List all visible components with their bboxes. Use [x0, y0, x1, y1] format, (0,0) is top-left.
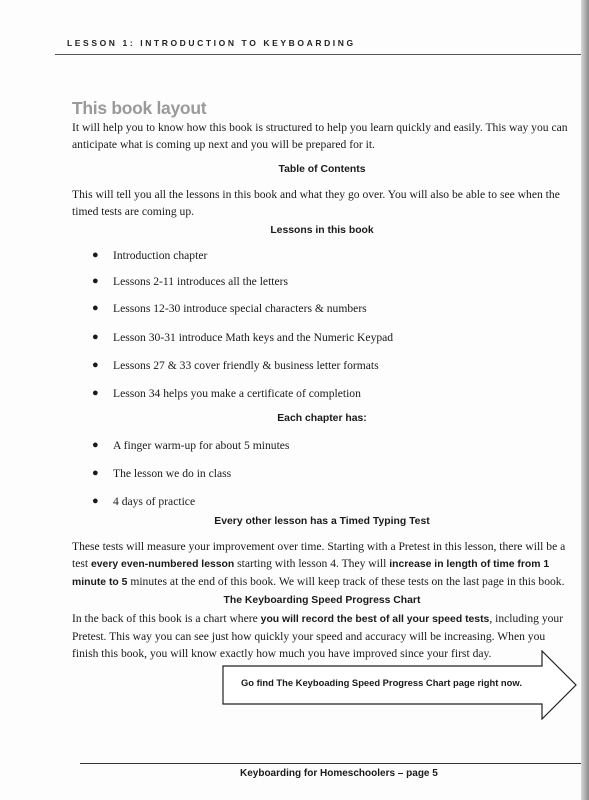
intro-paragraph: It will help you to know how this book is structured to help you learn quickly and easily. This way you can anticipate what is coming up next and you will be prepared for it.	[72, 121, 568, 151]
header-divider	[55, 54, 582, 55]
bullet-dot-icon: ●	[92, 302, 99, 314]
bullet-dot-icon: ●	[92, 439, 99, 451]
bullet-dot-icon: ●	[92, 359, 99, 371]
bullet-dot-icon: ●	[92, 331, 99, 343]
page-edge	[581, 0, 589, 800]
toc-paragraph: This will tell you all the lessons in this book and what they go over. You will also be able to see when the timed tests are coming up.	[72, 188, 560, 218]
callout-text: Go find The Keyboading Speed Progress Chart page right now.	[241, 677, 522, 688]
chapter-heading: Each chapter has:	[277, 413, 367, 424]
progress-chart-paragraph: In the back of this book is a chart where you will record the best of all your speed tests, including your Pretest. This way you can see just how quickly your speed and accuracy will be increasing. When you finish this book, you will know exactly how much you have improved since your first day.	[72, 612, 564, 660]
document-page: LESSON 1: INTRODUCTION TO KEYBOARDING This book layout It will help you to know how this book is structured to help you learn quickly and easily. This way you can anticipate what is coming up next and you will be prepared for it. Table of Contents This will tell you all the lessons in this book and what they go over. You will also be able to see when the timed tests are coming up. Lessons in this book ● Introduction chapter ● Lessons 2-11 introduces all the letters ● Lessons 12-30 introduce special characters & numbers ● Lesson 30-31 introduce Math keys and the Numeric Keypad ● Lessons 27 & 33 cover friendly & business letter formats ● Lesson 34 helps you make a certificate of completion Each chapter has: ● A finger warm-up for about 5 minutes ● The lesson we do in class ● 4 days of practice Every other lesson has a Timed Typing Test These tests will measure your improvement over time. Starting with a Pretest in this lesson, there will be a test every even-numbered lesson starting with lesson 4. They will increase in length of time from 1 minute to 5 minutes at the end of this book. We will keep track of these tests on the last page in this book. The Keyboarding Speed Progress Chart In the back of this book is a chart where you will record the best of all your speed tests, including your Pretest. This way you can see just how quickly your speed and accuracy will be increasing. When you finish this book, you will know exactly how much you have improved since your first day. Go find The Keyboading Speed Progress Chart page right now. Keyboarding for Homeschoolers – page 5	[0, 0, 581, 800]
progress-chart-heading: The Keyboarding Speed Progress Chart	[223, 595, 421, 606]
bullet-dot-icon: ●	[92, 249, 99, 261]
footer-divider	[80, 763, 582, 764]
toc-heading: Table of Contents	[278, 164, 366, 175]
timed-test-paragraph: These tests will measure your improvement over time. Starting with a Pretest in this lesson, there will be a test every even-numbered lesson starting with lesson 4. They will increase in length of time from 1 minute to 5 minutes at the end of this book. We will keep track of these tests on the last page in this book.	[72, 540, 566, 588]
bullet-dot-icon: ●	[92, 275, 99, 287]
bullet-dot-icon: ●	[92, 387, 99, 399]
lessons-heading: Lessons in this book	[270, 225, 374, 236]
timed-test-heading: Every other lesson has a Timed Typing Test	[214, 516, 430, 527]
section-title: This book layout	[72, 98, 207, 118]
bullet-dot-icon: ●	[92, 467, 99, 479]
running-header: LESSON 1: INTRODUCTION TO KEYBOARDING	[67, 38, 356, 48]
page-footer: Keyboarding for Homeschoolers – page 5	[240, 768, 438, 779]
bullet-dot-icon: ●	[92, 495, 99, 507]
